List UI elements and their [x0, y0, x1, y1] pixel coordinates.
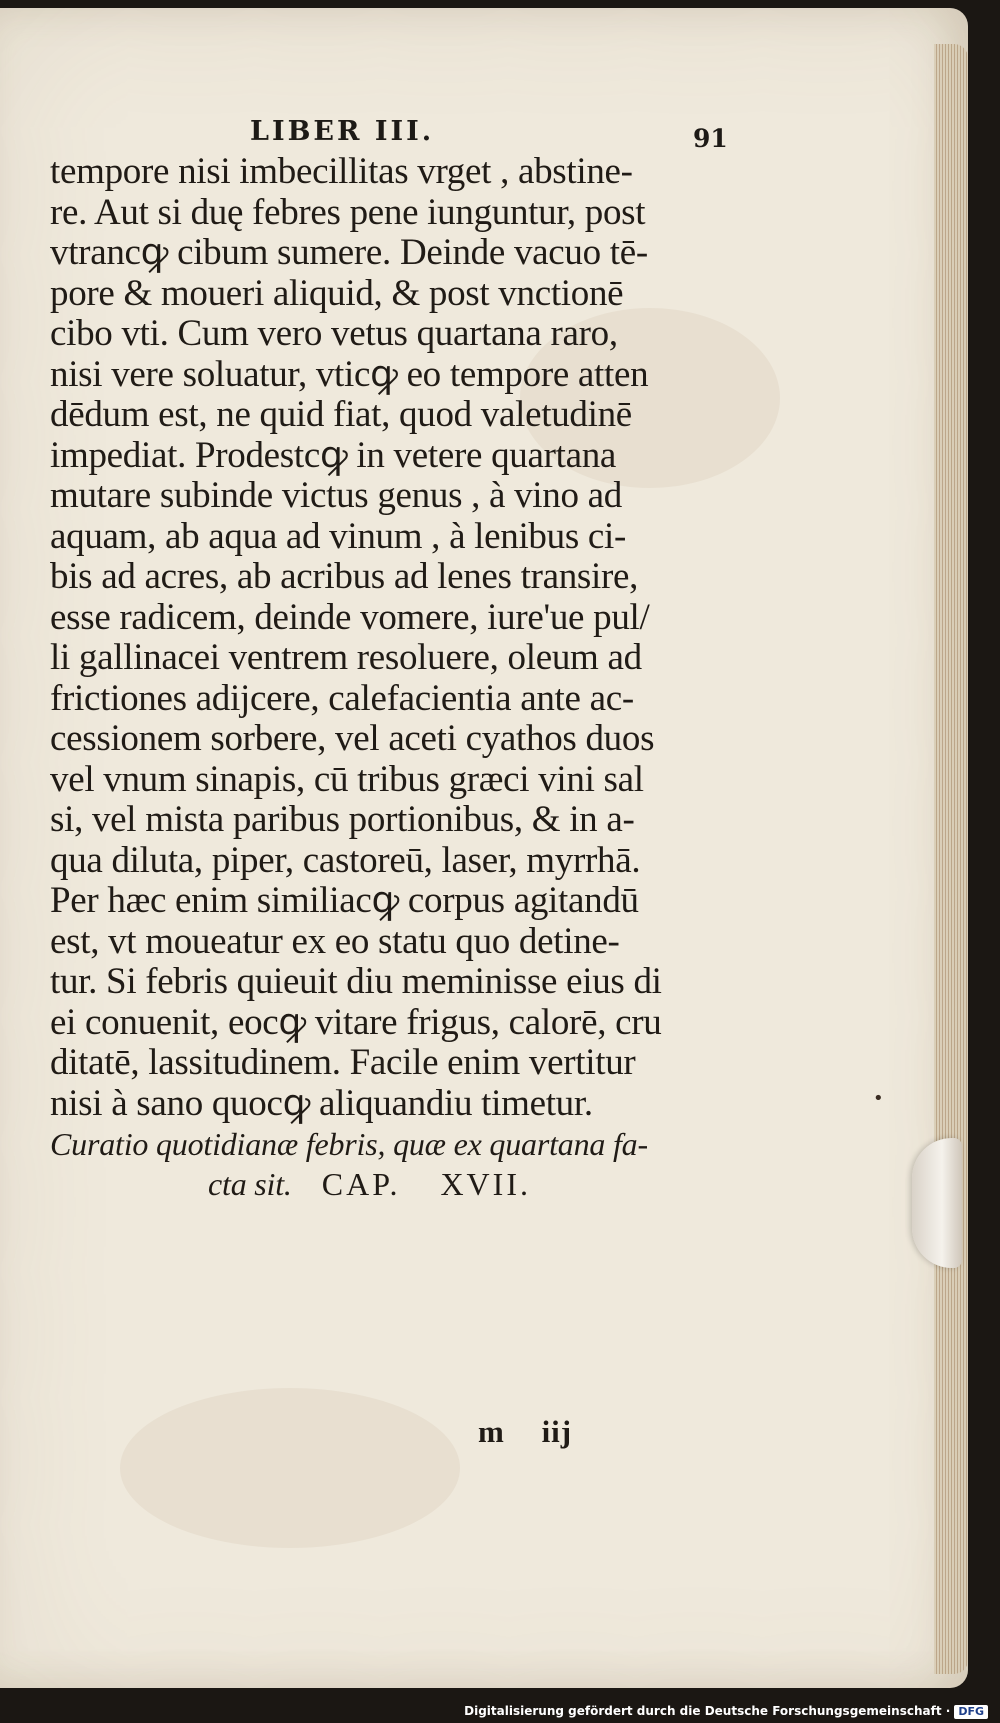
text-line: si, vel mista paribus portionibus, & in a- — [50, 799, 635, 840]
text-line: frictiones adijcere, calefacientia ante ac- — [50, 677, 634, 719]
text-line: est, vt moueatur ex eo statu quo detine- — [50, 920, 620, 962]
running-head: LIBER III. — [250, 116, 435, 147]
text-line: Per hæc enim similiacꝙ corpus agitandū — [50, 880, 639, 921]
folio-number: 91 — [693, 124, 728, 153]
chapter-heading: Curatio quotidianæ febris, quæ ex quartana fa- — [50, 1126, 648, 1162]
text-line: cessionem sorbere, vel aceti cyathos duos — [50, 718, 655, 759]
text-line: esse radicem, deinde vomere, iure'ue pul/ — [50, 596, 650, 638]
text-line: tur. Si febris quieuit diu meminisse eius di — [50, 961, 662, 1002]
text-line: vtrancꝙ cibum sumere. Deinde vacuo tē- — [50, 232, 648, 273]
text-line: vel vnum sinapis, cū tribus græci vini sal — [50, 758, 644, 800]
text-line: tempore nisi imbecillitas vrget , abstine- — [50, 151, 633, 192]
credit-text: Digitalisierung gefördert durch die Deutsche Forschungsgemeinschaft · — [464, 1704, 951, 1718]
text-line: mutare subinde victus genus , à vino ad — [50, 475, 622, 516]
text-line: aquam, ab aqua ad vinum , à lenibus ci- — [50, 515, 627, 557]
text-line: re. Aut si duę febres pene iunguntur, post — [50, 191, 646, 233]
text-line: pore & moueri aliquid, & post vnctionē — [50, 272, 624, 314]
signature-mark: m iij — [478, 1414, 573, 1449]
dfg-logo: DFG — [954, 1705, 988, 1719]
text-line: dēdum est, ne quid fiat, quod valetudinē — [50, 394, 632, 435]
text-line: ei conuenit, eocꝙ vitare frigus, calorē, cru — [50, 1001, 662, 1043]
text-line: nisi à sano quocꝙ aliquandiu timetur. — [50, 1082, 593, 1124]
text-line: nisi vere soluatur, vticꝙ eo tempore atten — [50, 353, 649, 395]
chapter-label: CAP. — [321, 1166, 401, 1202]
text-line: qua diluta, piper, castoreū, laser, myrrhā. — [50, 839, 641, 881]
book-clasp — [912, 1138, 962, 1268]
paper-stain — [120, 1388, 460, 1548]
text-line: ditatē, lassitudinem. Facile enim vertitur — [50, 1042, 636, 1083]
text-line: li gallinacei ventrem resoluere, oleum ad — [50, 637, 642, 678]
text-line: impediat. Prodestcꝙ in vetere quartana — [50, 434, 617, 476]
margin-dot: • — [873, 1088, 884, 1109]
chapter-heading-continued — [50, 1164, 740, 1204]
digitization-credit — [464, 1704, 988, 1719]
text-line: bis ad acres, ab acribus ad lenes transire, — [50, 556, 639, 597]
chapter-heading-tail: cta sit. — [208, 1166, 292, 1202]
page-edges — [934, 44, 968, 1674]
book-page — [0, 8, 968, 1688]
text-line: cibo vti. Cum vero vetus quartana raro, — [50, 313, 618, 354]
chapter-number: XVII. — [440, 1166, 531, 1202]
text-block — [50, 152, 740, 1204]
